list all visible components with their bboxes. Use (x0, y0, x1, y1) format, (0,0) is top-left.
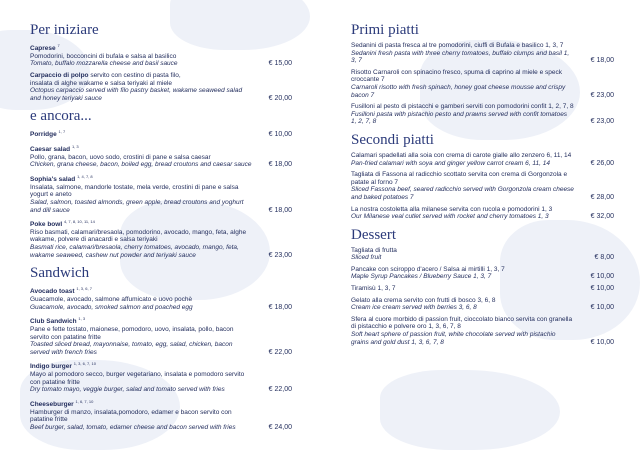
item-description-it: Mayo al pomodoro secco, burger vegetariano, insalata e pomodoro servito con patatine fritte (30, 371, 245, 386)
menu-column-right (351, 20, 614, 346)
item-description-it: Tiramisù 1, 3, 7 (351, 285, 396, 293)
item-description-it: Guacamole, avocado, salmone affumicato e uovo pochè (30, 296, 193, 303)
item-allergens: 1, 3, 6, 7, 10 (73, 361, 96, 367)
item-price: € 18,00 (268, 303, 292, 311)
item-description-it: Hamburger di manzo, insalata,pomodoro, edamer e bacon servito con patatine fritte (30, 408, 232, 424)
item-allergens: 1, 7 (58, 129, 66, 135)
menu-item (30, 42, 292, 68)
item-description-en: Sliced fruit (351, 254, 382, 262)
menu-item (351, 247, 614, 262)
item-name: Carpaccio di polpo (30, 71, 89, 79)
menu-item (351, 42, 614, 65)
menu-item (30, 398, 292, 432)
menu-item (351, 316, 614, 346)
item-price: € 32,00 (590, 213, 614, 221)
item-title-line (30, 398, 252, 409)
item-description-en: Soft heart sphere of passion fruit, white chocolate served with pistachio grains and gold dust 1, 3, 6, 7, 8 (351, 331, 556, 346)
item-description-en: Carnaroli risotto with fresh spinach, honey goat cheese mousse and crispy bacon 7 (351, 83, 566, 99)
item-description-en: Maple Syrup Pancakes / Blueberry Sauce 1, 3, 7 (351, 273, 492, 281)
item-allergens: 1, 6, 7, 10 (75, 398, 94, 404)
menu-item (351, 103, 614, 126)
item-allergens: 4, 7, 8, 10, 11, 14 (63, 219, 95, 225)
menu-item (351, 206, 614, 221)
item-description-en: Guacamole, avocado, smoked salmon and poached egg (30, 303, 193, 311)
item-description-en: Pan-fried calamari with soya and ginger yellow carrot cream 6, 11, 14 (351, 159, 550, 167)
item-description-it: La nostra costoletta alla milanese servita con rucola e pomodorini 1, 3 (351, 205, 553, 213)
item-price: € 18,00 (268, 206, 292, 214)
menu-item (30, 360, 292, 394)
item-price: € 10,00 (590, 304, 614, 312)
item-title-line (30, 218, 252, 229)
item-name: Porridge (30, 131, 57, 139)
item-price: € 10,00 (590, 285, 614, 293)
item-description-it: Risotto Carnaroli con spinacino fresco, spuma di caprino al miele e speck croccante 7 (351, 68, 562, 84)
section-title: Secondi piatti (351, 131, 434, 148)
item-description-en: Sedanini fresh pasta with three cherry tomatoes, buffalo clumps and basil 1, 3, 7 (351, 49, 570, 65)
item-description-it: Pollo, grana, bacon, uovo sodo, crostini di pane e salsa caesar (30, 153, 211, 161)
item-title-line (30, 285, 252, 296)
item-description-it: Tagliata di frutta (351, 246, 397, 254)
item-name: Sophia's salad (30, 176, 76, 184)
menu-item (351, 266, 614, 281)
item-description-en: Fusilloni pasta with pistachio pesto and prawns served with confit tomatoes 1, 2, 7, 8 (351, 110, 568, 126)
item-name: Cheeseburger (30, 401, 74, 408)
item-price: € 22,00 (268, 386, 292, 394)
item-price: € 22,00 (268, 348, 292, 356)
item-price: € 23,00 (590, 91, 614, 99)
section-title: Sandwich (30, 265, 90, 282)
item-price: € 26,00 (590, 159, 614, 167)
item-allergens: 1, 4, 7, 8 (77, 174, 93, 179)
menu-item (30, 128, 292, 139)
item-description-it: Calamari spadellati alla soia con crema di carote gialle allo zenzero 6, 11, 14 (351, 151, 572, 159)
menu-item (30, 72, 292, 102)
item-name: Caprese (30, 45, 56, 53)
item-price: € 23,00 (268, 251, 292, 259)
item-description-en: Chicken, grana cheese, bacon, boiled egg, bread croutons and caesar sauce (30, 161, 252, 169)
menu-item (351, 171, 614, 201)
item-description-it: insalata di alghe wakame e salsa teriyaki al miele (30, 79, 172, 87)
item-description-it: Pancake con sciroppo d'acero / Salsa ai mirtilli 1, 3, 7 (351, 265, 505, 273)
item-description-it: Riso basmati, calamari/bresaola, pomodorino, avocado, mango, feta, alghe wakame, polvere di anacardi e salsa teriyaki (30, 228, 247, 244)
section-title: Primi piatti (351, 22, 419, 38)
item-title-line (30, 143, 252, 154)
item-description-it: Gelato alla crema servito con frutti di bosco 3, 6, 8 (351, 296, 496, 304)
item-price: € 23,00 (590, 118, 614, 126)
menu-item (30, 173, 292, 214)
item-price: € 10,00 (268, 131, 292, 139)
item-description-it: Insalata, salmone, mandorle tostate, mela verde, crostini di pane e salsa yogurt e aneto (30, 183, 239, 199)
item-description-en: Octopus carpaccio served with filo pastry basket, wakame seaweed salad and honey teriyaki sauce (30, 87, 243, 102)
item-allergens: 1, 3 (71, 144, 79, 150)
item-description-en: Dry tomato mayo, veggie burger, salad and tomato served with fries (30, 386, 225, 394)
item-price: € 18,00 (268, 161, 292, 169)
item-description-en: Salad, salmon, toasted almonds, green apple, bread croutons and yoghurt and dill sauce (30, 198, 244, 214)
item-title-line (30, 128, 252, 139)
item-title-line (30, 72, 252, 80)
item-name: Club Sandwich (30, 318, 77, 326)
menu-item (351, 285, 614, 293)
item-name: Avocado toast (30, 288, 75, 296)
item-name: Indigo burger (30, 363, 72, 371)
item-description-en: Our Milanese veal cutlet served with rocket and cherry tomatoes 1, 3 (351, 213, 549, 221)
menu-item (30, 315, 292, 356)
item-price: € 28,00 (590, 193, 614, 201)
item-price: € 10,00 (590, 338, 614, 346)
item-description-en: Tomato, buffalo mozzarella cheese and basil sauce (30, 60, 178, 68)
menu-item (30, 143, 292, 169)
item-price: € 10,00 (590, 273, 614, 281)
item-description-en: Beef burger, salad, tomato, edamer cheese and bacon served with fries (30, 423, 236, 431)
section-title: e ancora... (30, 108, 92, 125)
item-description-it: Pane e fette tostato, maionese, pomodoro, uovo, insalata, pollo, bacon servito con patatine fritte (30, 325, 234, 341)
menu-item (351, 297, 614, 312)
section-title: Per iniziare (30, 22, 99, 38)
item-title-line (30, 315, 252, 326)
item-description-it: Fusilloni al pesto di pistacchi e gamberi serviti con pomodorini confit 1, 2, 7, 8 (351, 103, 574, 111)
item-allergens: 1, 3 (78, 316, 86, 322)
item-description-it: Sedanini di pasta fresca al tre pomodorini, ciuffi di Bufala e basilico 1, 3, 7 (351, 42, 564, 49)
item-title-line (30, 360, 252, 371)
item-price: € 18,00 (590, 57, 614, 65)
menu-item (351, 152, 614, 167)
item-price: € 24,00 (268, 423, 292, 431)
item-allergens: 1, 3, 6, 7 (76, 286, 92, 292)
item-name: Poke bowl (30, 221, 63, 229)
item-price: € 15,00 (268, 60, 292, 68)
item-description-it: Pomodorini, bocconcini di bufala e salsa al basilico (30, 52, 177, 60)
menu-item (351, 69, 614, 99)
item-description-en: Sliced Fassona beef, seared radicchio served with Gorgonzola cream cheese and baked potatoes 7 (351, 186, 574, 201)
item-price: € 8,00 (594, 254, 614, 262)
item-title-line (30, 173, 252, 184)
item-allergens: 7 (57, 43, 60, 48)
item-description-en: Basmati rice, calamari/bresaola, cherry tomatoes, avocado, mango, feta, wakame seaweed, cashew nut powder and teriyaki sauce (30, 244, 239, 259)
item-name: Caesar salad (30, 146, 71, 154)
item-description-en: Toasted sliced bread, mayonnaise, tomato, egg, salad, chicken, bacon served with french fries (30, 341, 233, 356)
menu-column-left (30, 20, 292, 431)
item-description-it: Sfera al cuore morbido di passion fruit, cioccolato bianco servita con granella di pistacchio e polvere oro 1, 3, 6, 7, 8 (351, 315, 573, 331)
menu-item (30, 218, 292, 259)
item-description-en: Cream ice cream served with berries 3, 6, 8 (351, 304, 477, 312)
item-inline-desc: servito con cestino di pasta filo, (88, 71, 181, 79)
item-price: € 20,00 (268, 94, 292, 102)
item-description-it: Tagliata di Fassona al radicchio scottato servita con crema di Gorgonzola e patate al forno 7 (351, 171, 568, 186)
section-title: Dessert (351, 226, 396, 243)
menu-item (30, 285, 292, 311)
item-title-line (30, 42, 252, 53)
